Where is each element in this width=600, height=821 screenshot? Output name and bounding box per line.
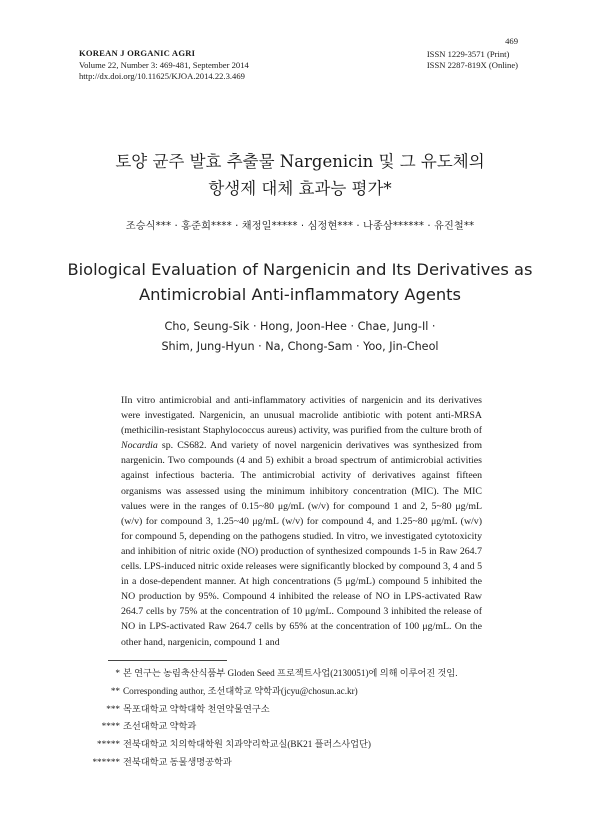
english-title — [0, 257, 600, 307]
english-title-line-1: Biological Evaluation of Nargenicin and Its Derivatives as — [67, 260, 533, 279]
footnote-mark: ***** — [97, 739, 120, 750]
footnote — [80, 736, 530, 754]
doi-link[interactable]: http://dx.doi.org/10.11625/KJOA.2014.22.3.469 — [79, 71, 245, 81]
abstract — [121, 393, 482, 650]
footnote-text: 전북대학교 치의학대학원 치과약리학교실(BK21 플러스사업단) — [123, 739, 371, 750]
english-title-line-2: Antimicrobial Anti-inflammatory Agents — [138, 285, 462, 304]
footnote — [80, 683, 530, 701]
issn-block — [427, 36, 518, 72]
footnote-text: 목포대학교 약학대학 천연약물연구소 — [123, 703, 270, 714]
issn-online: ISSN 2287-819X (Online) — [426, 60, 518, 70]
footnote-text: Corresponding author, 조선대학교 약학과(jcyu@chosun.ac.kr) — [123, 685, 358, 696]
journal-name: KOREAN J ORGANIC AGRI — [79, 48, 196, 58]
abstract-text-part-2: sp. CS682. And variety of novel nargenicin derivatives was synthesized from nargenicin. Two compounds (4 and 5) exhibit a broad spectrum of antimicrobial activities against infectious bacteria. The antimicrobial activity of derivatives against fifteen organisms was assessed using the minimum inhibitory concentration (MIC). The MIC values were in the ranges of 0.15~80 μg/mL (w/v) for compound 1 and 2, 5~80 μg/mL (w/v) for compound 3, 1.25~40 μg/mL (w/v) for compound 4, and 1.25~80 μg/mL (w/v) for compound 5, depending on the pathogens studied. In vitro, we investigated cytotoxicity and inhibition of nitric oxide (NO) production of synthesized compounds 1-5 in Raw 264.7 cells. LPS-induced nitric oxide releases were significantly blocked by compound 3, 4 and 5 in a dose-dependent manner. At high concentrations (5 μg/mL) compound 5 inhibited the NO production by 95%. Compound 4 inhibited the release of NO in LPS-activated Raw 264.7 cells by 75% at the concentration of 10 μg/mL. Compound 3 inhibited the release of NO in LPS-activated Raw 264.7 cells by 65% at the concentration of 100 μg/mL. On the other hand, nargenicin, compound 1 and — [121, 440, 482, 648]
footnotes — [80, 665, 530, 772]
footnote-mark: * — [115, 668, 120, 678]
footnote — [80, 718, 530, 736]
footnote-text: 본 연구는 농림축산식품부 Gloden Seed 프로젝트사업(2130051)에 의해 이루어진 것임. — [123, 668, 458, 678]
journal-header — [79, 48, 249, 83]
abstract-genus-italic: Nocardia — [121, 440, 158, 452]
footnote-text: 전북대학교 동물생명공학과 — [123, 756, 232, 767]
korean-title — [0, 148, 600, 202]
footnote-text: 조선대학교 약학과 — [123, 721, 197, 732]
english-authors-line-1: Cho, Seung-Sik · Hong, Joon-Hee · Chae, Jung-Il · — [164, 320, 436, 333]
footnote-divider — [108, 660, 227, 661]
abstract-text-part-1: IIn vitro antimicrobial and anti-inflammatory activities of nargenicin and its derivatives were investigated. Nargenicin, an unusual macrolide antibiotic with potent anti-MRSA (methicilin-resistant Staphylococcus aureus) activity, was purified from the culture broth of — [121, 395, 482, 437]
footnote-mark: ****** — [92, 756, 120, 767]
footnote — [80, 701, 530, 719]
english-authors-line-2: Shim, Jung-Hyun · Na, Chong-Sam · Yoo, Jin-Cheol — [161, 340, 439, 353]
issn-print: ISSN 1229-3571 (Print) — [426, 48, 510, 59]
english-authors — [0, 317, 600, 357]
volume-line: Volume 22, Number 3: 469-481, September 2014 — [79, 59, 249, 70]
korean-title-line-2: 항생제 대체 효과능 평가* — [208, 179, 392, 198]
footnote — [80, 754, 530, 772]
page-number: 469 — [505, 36, 518, 46]
korean-title-line-1: 토양 균주 발효 추출물 Nargenicin 및 그 유도체의 — [115, 152, 485, 171]
footnote — [80, 665, 530, 683]
footnote-mark: *** — [106, 703, 120, 714]
footnote-mark: ** — [110, 685, 120, 696]
korean-authors: 조승식*** · 홍준희**** · 채정일***** · 심정현*** · 나종삼****** · 유진철** — [125, 221, 475, 232]
footnote-mark: **** — [101, 721, 120, 732]
